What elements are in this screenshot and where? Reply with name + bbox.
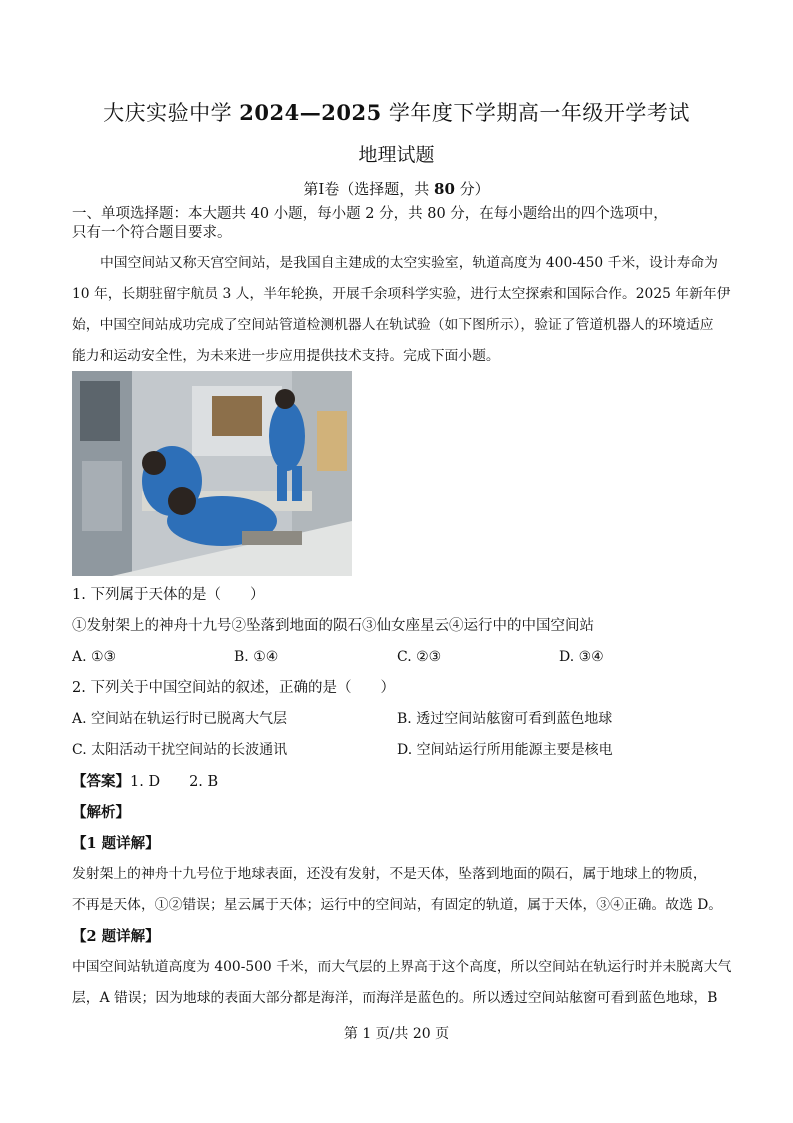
exam-title [0,97,793,127]
q1-items: ①发射架上的神舟十九号②坠落到地面的陨石③仙女座星云④运行中的中国空间站 [72,618,594,634]
exam-subject: 地理试题 [358,144,435,166]
detail-2-line-1: 中国空间站轨道高度为 400-500 千米，而大气层的上界高于这个高度，所以空间站在轨运行时并未脱离大气 [72,959,732,975]
q1-option-b[interactable]: B. ①④ [234,649,279,665]
q1-stem: 1. 下列属于天体的是（ ） [72,587,265,603]
answer-line [72,766,218,798]
q1-option-d[interactable]: D. ③④ [559,649,604,665]
title-term: 学年度下学期高一年级开学考试 [381,101,690,125]
section-heading [0,178,793,199]
instruction-line-1: 一、单项选择题：本大题共 40 小题，每小题 2 分，共 80 分，在每小题给出的四个选项中， [72,206,668,222]
space-station-photo [72,371,352,576]
title-school: 大庆实验中学 [103,101,240,125]
q2-option-c[interactable]: C. 太阳活动干扰空间站的长波通讯 [72,742,288,758]
instruction-line-2: 只有一个符合题目要求。 [72,225,232,241]
passage-line-4: 能力和运动安全性，为未来进一步应用提供技术支持。完成下面小题。 [72,348,500,364]
passage-line-2: 10 年，长期驻留宇航员 3 人，半年轮换，开展千余项科学实验，进行太空探索和国际合作。2025 年新年伊 [72,286,731,302]
answer-label: 【答案】 [72,773,130,790]
page-number: 第 1 页/共 20 页 [343,1026,450,1042]
q2-stem: 2. 下列关于中国空间站的叙述，正确的是（ ） [72,680,395,696]
detail-2-line-2: 层，A 错误；因为地球的表面大部分都是海洋，而海洋是蓝色的。所以透过空间站舷窗可看到蓝色地球，B [72,990,718,1006]
detail-1-line-1: 发射架上的神舟十九号位于地球表面，还没有发射，不是天体，坠落到地面的陨石，属于地球上的物质， [72,866,707,882]
passage-line-3: 始，中国空间站成功完成了空间站管道检测机器人在轨试验（如下图所示），验证了管道机器人的环境适应 [72,317,714,333]
title-year: 2024—2025 [239,100,382,125]
detail-1-line-2: 不再是天体，①②错误；星云属于天体；运行中的空间站，有固定的轨道，属于天体，③④正确。故选 D。 [72,897,723,913]
q1-option-a[interactable]: A. ①③ [72,649,117,665]
passage-line-1: 中国空间站又称天宫空间站，是我国自主建成的太空实验室，轨道高度为 400-450 千米，设计寿命为 [100,255,718,271]
detail-1-label: 【1 题详解】 [72,835,160,852]
analysis-label: 【解析】 [72,804,130,821]
section-score: 80 [434,180,455,198]
q2-option-a[interactable]: A. 空间站在轨运行时已脱离大气层 [72,711,288,727]
astronauts-illustration [72,371,352,576]
q1-option-c[interactable]: C. ②③ [397,649,442,665]
detail-2-label: 【2 题详解】 [72,928,160,945]
section-prefix: 第Ⅰ卷（选择题，共 [303,180,435,198]
q2-option-d[interactable]: D. 空间站运行所用能源主要是核电 [397,742,613,758]
answer-text: 1. D 2. B [130,774,219,790]
q2-option-b[interactable]: B. 透过空间站舷窗可看到蓝色地球 [397,711,613,727]
section-suffix: 分） [454,180,490,198]
